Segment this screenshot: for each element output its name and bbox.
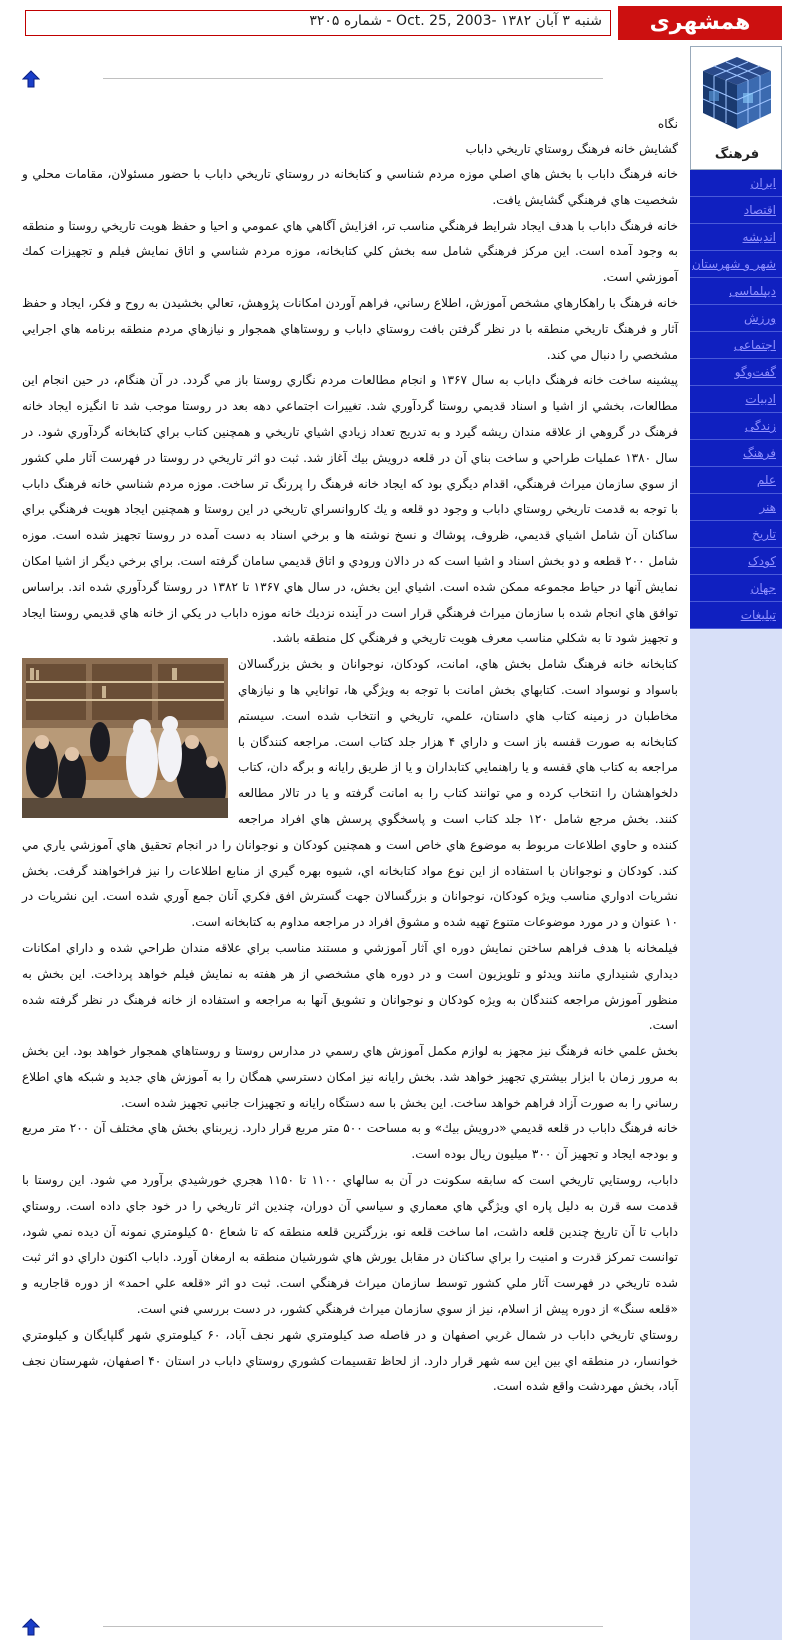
section-sidebar — [690, 46, 782, 1640]
library-photo — [22, 658, 228, 818]
section-header — [690, 46, 782, 170]
bottom-divider — [103, 1626, 603, 1627]
top-divider — [103, 78, 603, 79]
site-logo[interactable]: همشهری — [618, 6, 782, 40]
menu-item-culture[interactable]: فرهنگ — [690, 440, 782, 467]
menu-item-literature[interactable]: ادبیات — [690, 386, 782, 413]
article-paragraph: كتابخانه خانه فرهنگ شامل بخش هاي، امانت، كودكان، نوجوانان و بخش بزرگسالان باسواد و نوسواد است. كتابهاي بخش امانت با توجه به ويژگي ها، توانايي ها و نيازهاي مخاطبان در زمينه كتاب هاي داستان، علمي، تاريخي و انتخاب شده است. سيستم كتابخانه به صورت قفسه باز است و داراي ۴ هزار جلد كتاب است. مراجعه كنندگان با مراجعه به كتاب هاي قفسه و يا راهنمايي كتابداران و يا از طريق رايانه و برگه دان، كتاب دلخواهشان را انتخاب كرده و مي توانند كتاب را به امانت گرفته و يا در تالار مطالعه كنند. بخش مرجع شامل ۱۲۰ جلد كتاب است و پاسخگوي پرسش هاي افراد مراجعه كننده و حاوي اطلاعات مربوط به موضوع هاي خاص است و همچنين كودكان و نوجوانان را در انجام تحقيق هاي آموزشي ياري مي كند. كودكان و نوجوانان با استفاده از اين نوع مواد كتابخانه اي، شيوه بهره گيري از منابع اطلاعات را نيز فراخواهند گرفت. بخش نشريات ادواري مناسب ويژه كودكان، نوجوانان و بزرگسالان جهت گسترش افق فكري آنان جمع آوري شده است. اين نشريات در ۱۰ عنوان و در مورد موضوعات متنوع تهيه شده و مشوق افراد در مراجعه مداوم به كتابخانه است. — [22, 657, 679, 930]
menu-item-interview[interactable]: گفت‌وگو — [690, 359, 782, 386]
article-paragraph: داباب، روستايي تاريخي است كه سابقه سكونت در آن به سالهاي ۱۱۰۰ تا ۱۱۵۰ هجري خورشيدي برآورد مي شود. اين روستا با قدمت سه قرن به دليل پاره اي ويژگي هاي معماري و سياسي آن دوران، چندين اثر تاريخي را در خود جاي داده است. روستاي داباب تا آن تاريخ چندين قلعه داشت، اما ساخت قلعه نو، بزرگترين قلعه منطقه كه تا شعاع ۵۰ كيلومتري نمونه آن ديده نمي شود، توانست تمركز قدرت و امنيت را براي ساكنان در مقابل يورش هاي شورشيان منطقه به ارمغان آورد. داباب اكنون داراي دو اثر ثبت شده تاريخي در فهرست آثار ملي كشور توسط سازمان ميراث فرهنگي است. ثبت دو اثر «قلعه علي احمد» از دوره قاجاريه و «قلعه سنگ» از دوره پيش از اسلام، نيز از سوي سازمان ميراث فرهنگي كشور، در دست بررسي فني است. — [22, 1173, 678, 1317]
scroll-top-icon[interactable] — [22, 1618, 40, 1636]
article-headline: گشايش خانه فرهنگ روستاي تاريخي داباب — [465, 142, 678, 156]
menu-item-ads[interactable]: تبلیغات — [690, 602, 782, 629]
menu-item-economy[interactable]: اقتصاد — [690, 197, 782, 224]
section-title: فرهنگ — [714, 147, 760, 162]
article-paragraph: پيشينه ساخت خانه فرهنگ داباب به سال ۱۳۶۷ و انجام مطالعات مردم نگاري روستا باز مي گردد. در آن هنگام، در حين انجام اين مطالعات، بخشي از اشيا و اسناد قديمي روستا گردآوري شد. تغييرات اجتماعي دهه بعد در روستا موجب شد تا انگيزه ايجاد خانه فرهنگ در گروهي از علاقه مندان ريشه گيرد و به تدريج تعداد زيادي اشياي تاريخي و همچنين كتاب براي كتابخانه گردآوري شود. در سال ۱۳۸۰ عمليات طراحي و ساخت بناي آن در قلعه درويش بيك آغاز شد. ثبت دو اثر تاريخي در روستا در فهرست آثار ملي كشور از سوي سازمان ميراث فرهنگي، اقدام ديگري بود كه ايجاد خانه فرهنگ را پررنگ تر ساخت. موزه مردم شناسي خانه فرهنگ داباب با توجه به قدمت تاريخي روستاي داباب و وجود دو قلعه و يك كاروانسراي تاريخي در اين روستا و همچنين ايجاد هويت فرهنگي براي ساكنان آن شامل اشياي قديمي، ظروف، پوشاك و نسخ نوشته ها و برخي اسناد به دست آمده در روستا تجهيز شده است. موزه شامل ۲۰۰ قطعه و دو بخش اسناد و اشيا است كه در دالان ورودي و اتاق قديمي سامان گرفته است. براي برخي ديگر از اشيا امكان نمايش آنها در حياط مجموعه ممكن شده است. اشياي اين بخش، در سال هاي ۱۳۶۷ تا ۱۳۸۲ در روستا گردآوري شده اند. براساس توافق هاي انجام شده با سازمان ميراث فرهنگي قرار است در آينده نزديك خانه موزه داباب در يكي از خانه هاي قديمي روستا ايجاد و تجهيز شود تا به شكلي مناسب معرف هويت تاريخي و فرهنگي كل منطقه باشد. — [22, 373, 678, 646]
menu-item-history[interactable]: تاریخ — [690, 521, 782, 548]
section-menu — [690, 170, 782, 629]
article-kicker: نگاه — [657, 117, 678, 131]
article-paragraph: خانه فرهنگ با راهكارهاي مشخص آموزش، اطلاع رساني، فراهم آوردن امكانات پژوهش، تعالي بخشيدن به روح و فكر، ايجاد و حفظ آثار و فرهنگ تاريخي منطقه با در نظر گرفتن بافت روستاي داباب و روستاهاي همجوار و نيازهاي مردم منطقه برنامه هاي اجرايي مشخصي را دنبال مي كند. — [22, 295, 678, 362]
scroll-top-icon[interactable] — [22, 70, 40, 88]
article-paragraph: خانه فرهنگ داباب در قلعه قديمي «درويش بيك» و به مساحت ۵۰۰ متر مربع قرار دارد. زيربناي بخش هاي مختلف آن ۲۰۰ متر مربع و بودجه ايجاد و تجهيز آن ۳۰۰ ميليون ريال بوده است. — [22, 1121, 678, 1162]
menu-item-world[interactable]: جهان — [690, 575, 782, 602]
menu-item-iran[interactable]: ایران — [690, 170, 782, 197]
article-paragraph: خانه فرهنگ داباب با هدف ايجاد شرايط فرهنگي مناسب تر، افزايش آگاهي هاي عمومي و احيا و حفظ هويت تاريخي روستا و منطقه به وجود آمده است. اين مركز فرهنگي شامل سه بخش كلي كتابخانه، موزه مردم شناسي و اتاق نمايش فيلم و تجهيزات كمك آموزشي است. — [22, 218, 678, 285]
menu-item-art[interactable]: هنر — [690, 494, 782, 521]
menu-item-city[interactable]: شهر و شهرستان — [690, 251, 782, 278]
article-paragraph: خانه فرهنگ داباب با بخش هاي اصلي موزه مردم شناسي و كتابخانه در روستاي تاريخي داباب با حضور مسئولان، مقامات محلي و شخصيت هاي فرهنگي گشايش يافت. — [22, 167, 678, 207]
menu-item-kids[interactable]: کودک — [690, 548, 782, 575]
article-body — [22, 112, 678, 1612]
menu-item-life[interactable]: زندگی — [690, 413, 782, 440]
menu-item-diplomacy[interactable]: دیپلماسی — [690, 278, 782, 305]
menu-item-science[interactable]: علم — [690, 467, 782, 494]
article-paragraph: روستاي تاريخي داباب در شمال غربي اصفهان و در فاصله صد كيلومتري شهر نجف آباد، ۶۰ كيلومتري شهر گلپايگان و كيلومتري خوانسار، در منطقه اي بين اين سه شهر قرار دارد. از لحاظ تقسيمات كشوري روستاي داباب در استان ۴۰ اصفهان، شهرستان نجف آباد، بخش مهردشت واقع شده است. — [22, 1327, 679, 1394]
issue-date-bar: شنبه ۳ آبان ۱۳۸۲ -Oct. 25, 2003 - شماره ۳۲۰۵ — [25, 10, 611, 36]
menu-item-social[interactable]: اجتماعی — [690, 332, 782, 359]
menu-item-sport[interactable]: ورزش — [690, 305, 782, 332]
menu-item-thought[interactable]: اندیشه — [690, 224, 782, 251]
rubik-cube-icon — [699, 53, 775, 133]
article-paragraph: فيلمخانه با هدف فراهم ساختن نمايش دوره اي آثار آموزشي و مستند مناسب براي علاقه مندان طراحي شده و داراي امكانات ديداري شنيداري مانند ويدئو و تلويزيون است و در دوره هاي مشخصي از هر هفته به نمايش فيلم خواهد پرداخت. اين بخش به منظور آموزش مراجعه كنندگان به ويژه كودكان و نوجوانان و تشويق آنها به مراجعه و استفاده از خانه فرهنگ در نظر گرفته شده است. — [22, 940, 678, 1033]
article-paragraph: بخش علمي خانه فرهنگ نيز مجهز به لوازم مكمل آموزش هاي رسمي در مدارس روستا و روستاهاي همجوار خواهد بود. اين بخش به مرور زمان با ابزار بيشتري تجهيز خواهد شد. بخش رايانه نيز امكان دسترسي همگان را به آموزش هاي جديد و شبكه هاي اطلاع رساني را به صورت آزاد فراهم خواهد ساخت. اين بخش با سه دستگاه رايانه و تجهيزات جانبي تجهيز شده است. — [22, 1044, 678, 1110]
